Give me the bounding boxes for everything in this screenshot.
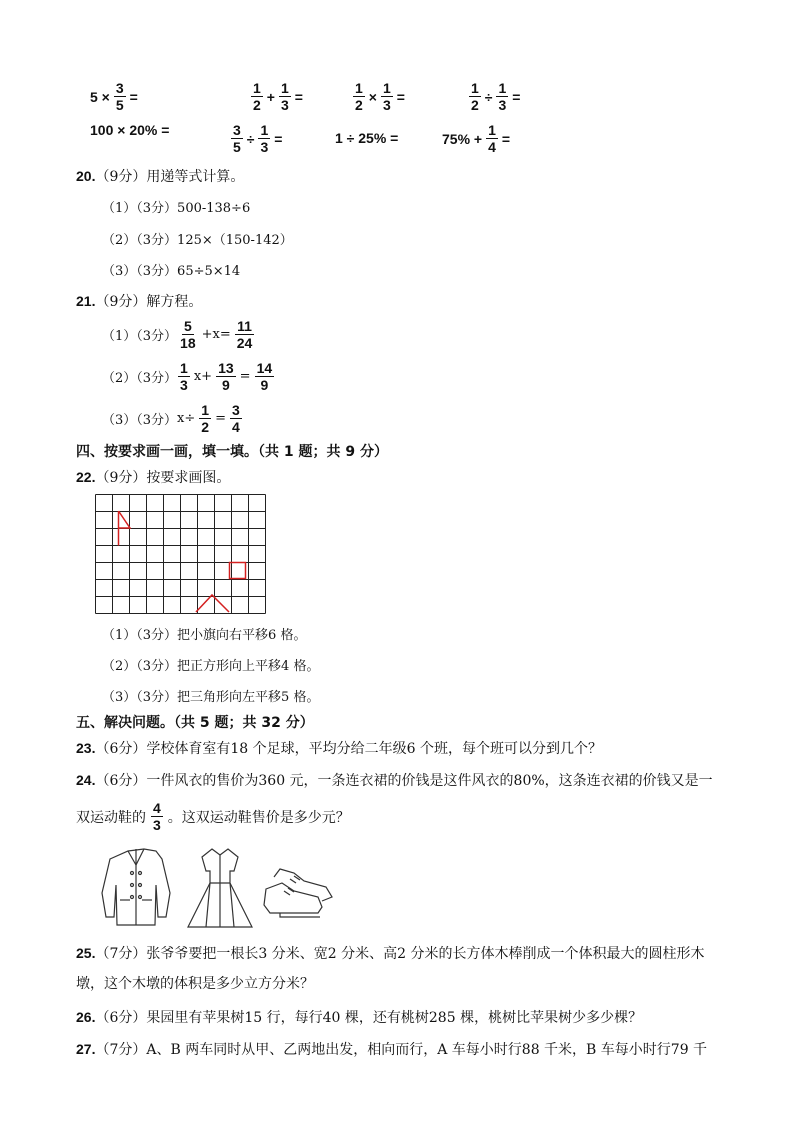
fraction: $\frac{1}{3}$ — [498, 80, 507, 113]
question-27: 27. （7分）A、B 两车同时从甲、乙两地出发，相向而行，A 车每小时行88 千米，B 车每小时行79 千 — [76, 1041, 708, 1058]
calc-item-4: $\frac{1}{2}$ ÷ $\frac{1}{3}$ = — [471, 80, 521, 113]
question-20: 20. （9分）用递等式计算。 — [76, 168, 245, 185]
fraction: $\frac{1}{3}$ — [382, 80, 391, 113]
calc-item-6: $\frac{3}{5}$ ÷ $\frac{1}{3}$ = — [233, 122, 283, 155]
calc-item-7: 1 ÷ 25% = — [335, 130, 399, 146]
question-24-line2: 双运动鞋的 $\frac{4}{3}$ 。这双运动鞋售价是多少元？ — [76, 800, 350, 833]
q21-item-2: （2）（3分） $\frac{1}{3}$ x+ $\frac{13}{9}$ = $\frac{14}{9}$ — [102, 360, 273, 393]
question-22: 22. （9分）按要求画图。 — [76, 469, 231, 486]
dress-icon — [188, 849, 252, 927]
triangle-shape — [196, 595, 229, 612]
question-21: 21. （9分）解方程。 — [76, 293, 203, 310]
calc-item-2: $\frac{1}{2}$ + $\frac{1}{3}$ = — [253, 80, 303, 113]
question-25: 25. （7分）张爷爷要把一根长3 分米、宽2 分米、高2 分米的长方体木棒削成一个体积最大的圆柱形木 — [76, 945, 705, 962]
clothing-illustration — [100, 845, 340, 930]
calc-item-8: 75% + $\frac{1}{4}$ = — [442, 122, 511, 155]
fraction: $\frac{1}{2}$ — [253, 80, 261, 113]
question-24: 24. （6分）一件风衣的售价为360 元，一条连衣裙的价钱是这件风衣的80%，这条连衣裙的价钱又是一 — [76, 772, 713, 789]
fraction: $\frac{1}{3}$ — [260, 122, 269, 155]
coat-icon — [102, 849, 170, 925]
q22-item-2: （2）（3分）把正方形向上平移4 格。 — [102, 659, 320, 674]
q20-item-3: （3）（3分）65÷5×14 — [102, 264, 241, 279]
calc-equals: = — [129, 88, 138, 105]
q20-item-2: （2）（3分）125×（150-142） — [102, 233, 293, 248]
question-25-line2: 墩，这个木墩的体积是多少立方分米？ — [76, 976, 314, 992]
q21-item-3: （3）（3分） x÷ $\frac{1}{2}$ = $\frac{3}{4}$ — [102, 402, 240, 435]
calc-item-5: 100 × 20% = — [90, 122, 170, 138]
section-4-heading: 四、按要求画一画，填一填。（共 1 题；共 9 分） — [76, 444, 388, 460]
drawing-grid[interactable] — [95, 494, 266, 615]
q21-item-1: （1）（3分） $\frac{5}{18}$ +x= $\frac{11}{24}$ — [102, 318, 253, 351]
calc-text: 5 × — [90, 88, 110, 105]
q22-item-3: （3）（3分）把三角形向左平移5 格。 — [102, 690, 320, 705]
flag-shape — [119, 511, 131, 528]
q22-item-1: （1）（3分）把小旗向右平移6 格。 — [102, 628, 307, 643]
fraction: $\frac{1}{4}$ — [488, 122, 496, 155]
fraction: $\frac{1}{2}$ — [471, 80, 479, 113]
question-23: 23. （6分）学校体育室有18 个足球，平均分给二年级6 个班，每个班可以分到几个？ — [76, 740, 602, 757]
question-26: 26. （6分）果园里有苹果树15 行，每行40 棵，还有桃树285 棵，桃树比苹果树少多少棵？ — [76, 1009, 643, 1026]
q20-item-1: （1）（3分）500-138÷6 — [102, 201, 251, 216]
fraction: $\frac{3}{5}$ — [233, 122, 241, 155]
shoes-icon — [264, 869, 332, 917]
fraction: $\frac{3}{5}$ — [115, 80, 124, 113]
fraction: $\frac{1}{3}$ — [280, 80, 289, 113]
section-5-heading: 五、解决问题。（共 5 题；共 32 分） — [76, 715, 314, 731]
calc-item-3: $\frac{1}{2}$ × $\frac{1}{3}$ = — [355, 80, 405, 113]
calc-item-1 — [90, 80, 138, 113]
fraction: $\frac{1}{2}$ — [355, 80, 363, 113]
